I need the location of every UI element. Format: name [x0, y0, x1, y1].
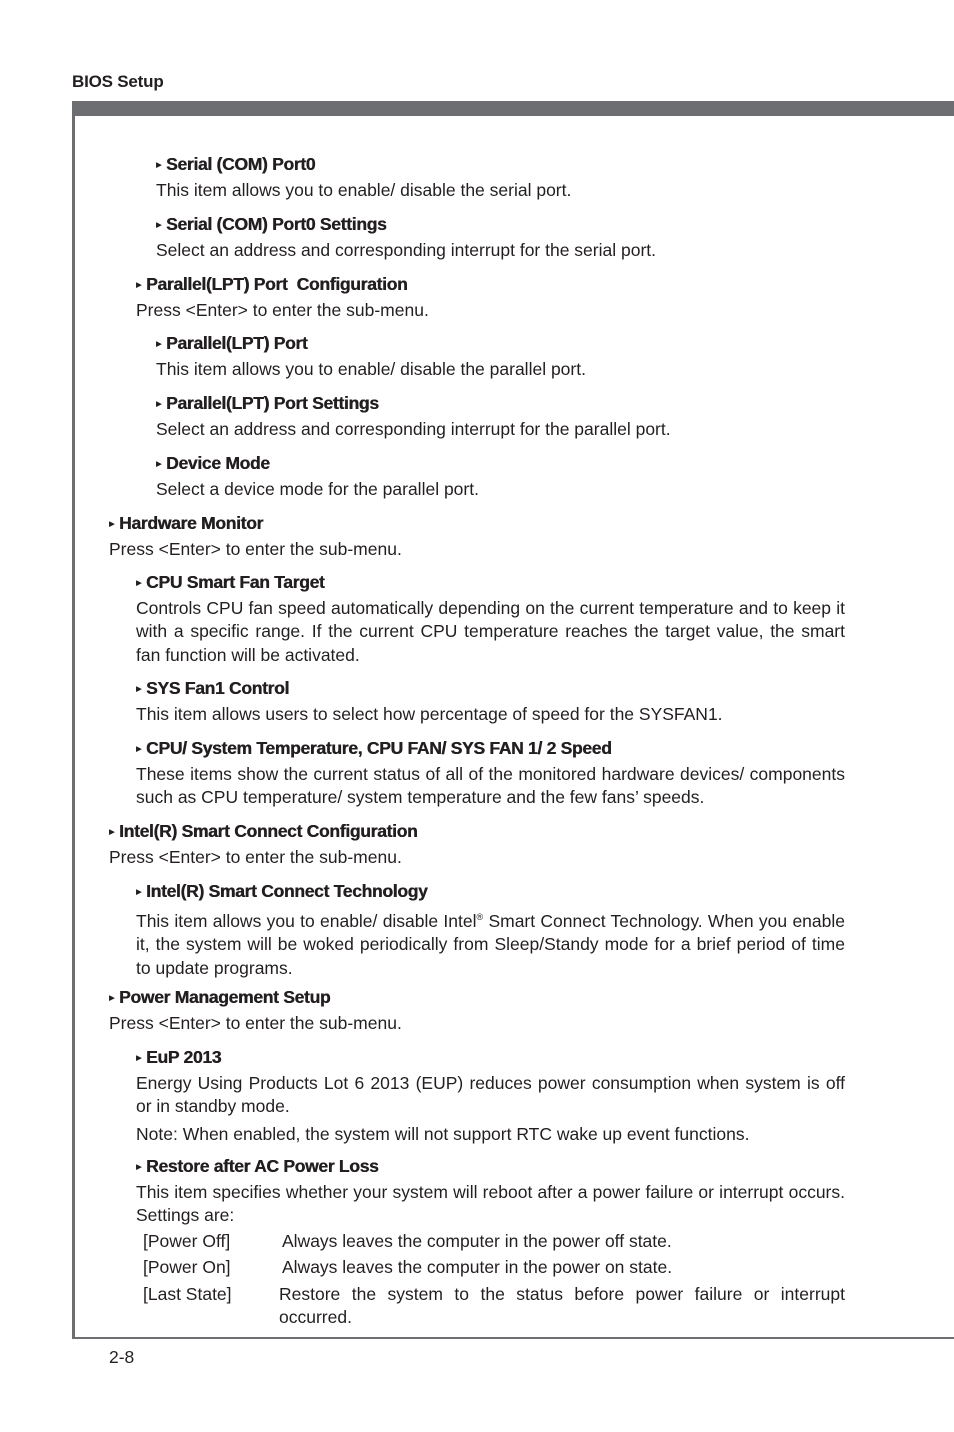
item-title: ▸ Device Mode	[156, 453, 270, 473]
triangle-bullet-icon: ▸	[109, 518, 115, 530]
triangle-bullet-icon: ▸	[109, 826, 115, 838]
option-key: [Power Off]	[143, 1231, 231, 1251]
option-text: Always leaves the computer in the power off state.	[282, 1231, 672, 1251]
triangle-bullet-icon: ▸	[156, 219, 162, 231]
item-temperature-fan-speed	[136, 738, 845, 810]
triangle-bullet-icon: ▸	[136, 743, 142, 755]
item-title: ▸ Intel(R) Smart Connect Technology	[136, 881, 428, 901]
item-title: ▸ Restore after AC Power Loss	[136, 1156, 379, 1176]
page-header-title: BIOS Setup	[72, 72, 164, 91]
item-intel-smart-connect-configuration	[109, 821, 846, 869]
item-title: ▸ Power Management Setup	[109, 987, 331, 1007]
item-description: Select an address and corresponding interrupt for the serial port.	[156, 240, 657, 260]
triangle-bullet-icon: ▸	[136, 577, 142, 589]
item-title: ▸ Parallel(LPT) Port Settings	[156, 393, 379, 413]
option-text: Restore the system to the status before power failure or interrupt occurred.	[279, 1284, 845, 1328]
item-parallel-port-settings	[156, 393, 846, 441]
triangle-bullet-icon: ▸	[136, 1161, 142, 1173]
triangle-bullet-icon: ▸	[136, 279, 142, 291]
item-description: Controls CPU fan speed automatically depending on the current temperature and to keep it with a specific range. If the current CPU temperature reaches the target value, the smart fan function will be activated.	[136, 598, 845, 665]
item-cpu-smart-fan-target	[136, 572, 845, 667]
item-hardware-monitor	[109, 513, 846, 561]
option-key: [Last State]	[143, 1284, 232, 1304]
page-number: 2-8	[109, 1347, 135, 1367]
item-description: Press <Enter> to enter the sub-menu.	[136, 300, 429, 320]
item-description: These items show the current status of all of the monitored hardware devices/ components such as CPU temperature/ system temperature and the few fans’ speeds.	[136, 764, 845, 808]
item-description: This item allows you to enable/ disable the serial port.	[156, 180, 572, 200]
item-title: ▸ Serial (COM) Port0 Settings	[156, 214, 387, 234]
item-eup-2013	[136, 1047, 845, 1146]
item-title: ▸ EuP 2013	[136, 1047, 222, 1067]
item-device-mode	[156, 453, 846, 501]
item-description: This item allows users to select how percentage of speed for the SYSFAN1.	[136, 704, 723, 724]
triangle-bullet-icon: ▸	[156, 398, 162, 410]
triangle-bullet-icon: ▸	[136, 886, 142, 898]
triangle-bullet-icon: ▸	[156, 159, 162, 171]
item-title: ▸ Hardware Monitor	[109, 513, 263, 533]
item-sys-fan1-control	[136, 678, 845, 726]
triangle-bullet-icon: ▸	[136, 1052, 142, 1064]
item-description: This item allows you to enable/ disable the parallel port.	[156, 359, 586, 379]
item-title: ▸ Serial (COM) Port0	[156, 154, 316, 174]
header-bar	[72, 101, 954, 116]
item-restore-after-ac-power-loss	[136, 1156, 845, 1228]
option-text: Always leaves the computer in the power on state.	[282, 1257, 673, 1277]
triangle-bullet-icon: ▸	[156, 458, 162, 470]
item-parallel-port	[156, 333, 846, 381]
option-key: [Power On]	[143, 1257, 231, 1277]
item-serial-port0	[156, 154, 846, 202]
triangle-bullet-icon: ▸	[136, 683, 142, 695]
item-serial-port0-settings	[156, 214, 846, 262]
item-title: ▸ SYS Fan1 Control	[136, 678, 289, 698]
item-title: ▸ Intel(R) Smart Connect Configuration	[109, 821, 418, 841]
triangle-bullet-icon: ▸	[156, 338, 162, 350]
left-border	[72, 101, 75, 1339]
triangle-bullet-icon: ▸	[109, 992, 115, 1004]
item-description: Select an address and corresponding interrupt for the parallel port.	[156, 419, 671, 439]
item-note: Note: When enabled, the system will not support RTC wake up event functions.	[136, 1123, 750, 1144]
item-title: ▸ CPU/ System Temperature, CPU FAN/ SYS FAN 1/ 2 Speed	[136, 738, 612, 758]
item-description: Energy Using Products Lot 6 2013 (EUP) reduces power consumption when system is off or in standby mode.	[136, 1073, 845, 1117]
item-title: ▸ Parallel(LPT) Port	[156, 333, 308, 353]
item-description: Select a device mode for the parallel port.	[156, 479, 479, 499]
item-parallel-port-configuration	[136, 274, 846, 322]
item-power-management-setup	[109, 987, 846, 1035]
item-description: Press <Enter> to enter the sub-menu.	[109, 1013, 402, 1033]
registered-mark: ®	[476, 912, 484, 922]
item-title: ▸ Parallel(LPT) Port Configuration	[136, 274, 408, 294]
item-title: ▸ CPU Smart Fan Target	[136, 572, 325, 592]
bottom-border	[72, 1337, 954, 1339]
item-description: This item allows you to enable/ disable Intel® Smart Connect Technology. When you enable it, the system will be woked periodically from Sleep/Standy mode for a brief period of time to update programs.	[136, 910, 845, 978]
item-description: Press <Enter> to enter the sub-menu.	[109, 539, 402, 559]
item-intel-smart-connect-technology	[136, 881, 845, 980]
item-description: This item specifies whether your system will reboot after a power failure or interrupt occurs. Settings are:	[136, 1182, 845, 1226]
item-description: Press <Enter> to enter the sub-menu.	[109, 847, 402, 867]
